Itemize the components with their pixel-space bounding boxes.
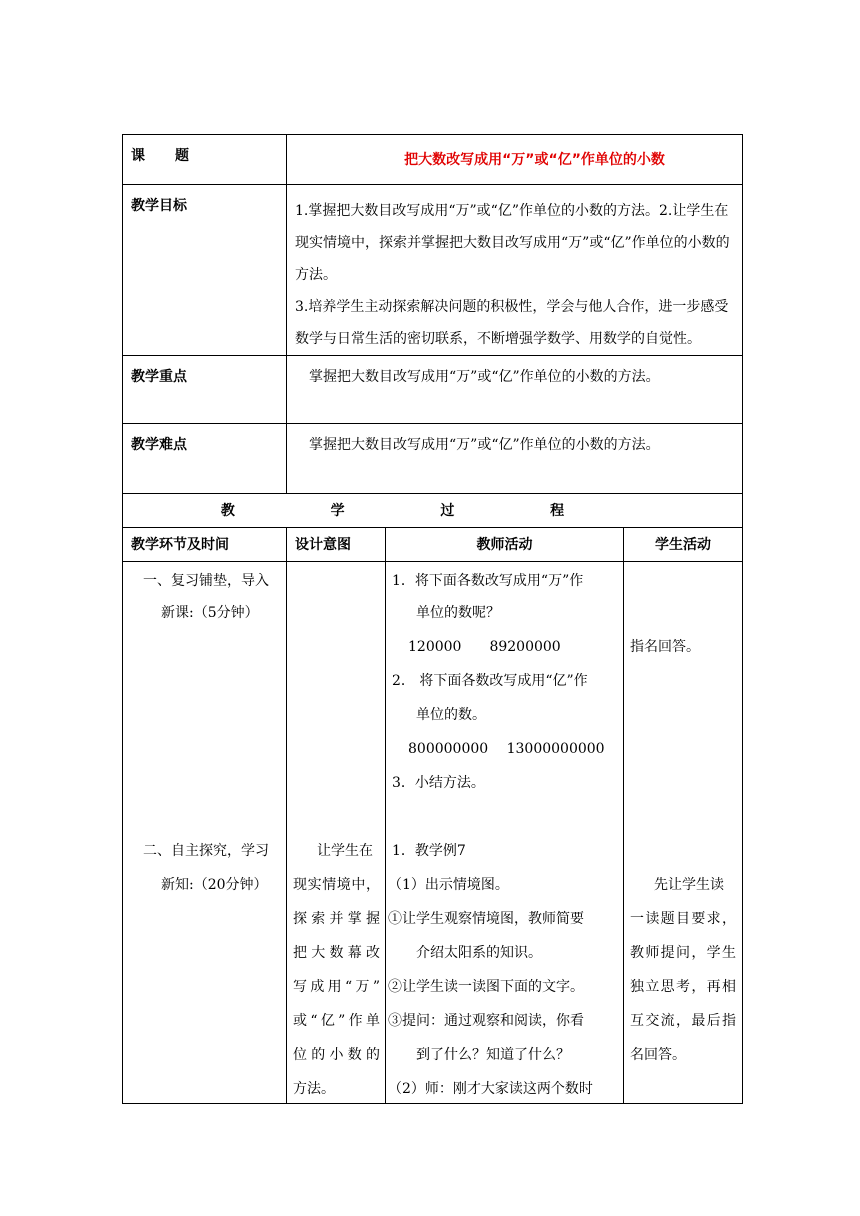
- teacher-line: 单位的数呢？: [416, 605, 500, 621]
- segment-line: 新课:（5分钟）: [161, 605, 259, 621]
- row-key-point: [123, 356, 743, 424]
- process-heading-char: 程: [550, 502, 565, 519]
- column-header-teacher: 教师活动: [386, 528, 624, 562]
- teacher-line: 介绍太阳系的知识。: [416, 945, 542, 961]
- design-line: 探索并掌握: [293, 911, 380, 927]
- objective-2: 3.培养学生主动探索解决问题的积极性，学会与他人合作，进一步感受数学与日常生活的密切联系，不断增强学数学、用数学的自觉性。: [295, 299, 729, 347]
- student-line: 独立思考，再相: [630, 979, 736, 995]
- row-difficulty: [123, 424, 743, 494]
- segment-line: 一、复习铺垫，导入: [143, 573, 269, 589]
- design-line: 现实情境中，: [293, 877, 380, 893]
- design-line: 位的小数的: [293, 1047, 380, 1063]
- teacher-line: ③提问：通过观察和阅读，你看: [388, 1013, 584, 1029]
- label-key-point: 教学重点: [123, 356, 287, 424]
- teacher-line: 120000 89200000: [408, 639, 561, 655]
- design-cell: [287, 562, 386, 1104]
- segment-cell: [123, 562, 287, 1104]
- teacher-line: （1）出示情境图。: [388, 877, 509, 893]
- teacher-line: 3．小结方法。: [392, 775, 485, 791]
- row-column-headers: [123, 528, 743, 562]
- teacher-line: 800000000 13000000000: [408, 741, 605, 757]
- difficulty-text: 掌握把大数目改写成用“万”或“亿”作单位的小数的方法。: [287, 424, 743, 494]
- teacher-line: ①让学生观察情境图，教师简要: [388, 911, 584, 927]
- objective-1: 1.掌握把大数目改写成用“万”或“亿”作单位的小数的方法。2.让学生在现实情境中，探索并掌握把大数目改写成用“万”或“亿”作单位的小数的方法。: [295, 203, 730, 283]
- student-line: 教师提问，学生: [630, 945, 736, 961]
- row-process-heading: [123, 494, 743, 528]
- lesson-title: 把大数改写成用“万”或“亿”作单位的小数: [287, 135, 743, 185]
- teacher-line: 单位的数。: [416, 707, 486, 723]
- row-process-body: [123, 562, 743, 1104]
- teacher-line: 到了什么？知道了什么？: [416, 1047, 570, 1063]
- design-line: 把大数幕改: [293, 945, 380, 961]
- row-topic: [123, 135, 743, 185]
- objectives-text: [287, 185, 743, 356]
- row-objectives: [123, 185, 743, 356]
- student-line: 互交流，最后指: [630, 1013, 736, 1029]
- process-heading-char: 学: [330, 502, 345, 519]
- teacher-line: ②让学生读一读图下面的文字。: [388, 979, 584, 995]
- label-objectives: 教学目标: [123, 185, 287, 356]
- student-line: 一读题目要求，: [630, 911, 736, 927]
- teacher-line: （2）师：刚才大家读这两个数时: [388, 1081, 593, 1097]
- label-topic: 课题: [123, 135, 287, 185]
- teacher-line: 1．教学例7: [392, 843, 466, 859]
- teacher-line: 2． 将下面各数改写成用“亿”作: [392, 673, 588, 689]
- label-difficulty: 教学难点: [123, 424, 287, 494]
- segment-line: 二、自主探究，学习: [143, 843, 269, 859]
- student-line: 名回答。: [630, 1047, 686, 1063]
- column-header-segment: 教学环节及时间: [123, 528, 287, 562]
- design-line: 写成用“万”: [293, 979, 380, 995]
- teacher-cell: [386, 562, 624, 1104]
- process-heading: [123, 494, 743, 528]
- process-heading-char: 教: [220, 502, 235, 519]
- design-line: 方法。: [293, 1081, 335, 1097]
- student-line: 先让学生读: [654, 877, 724, 893]
- student-line: 指名回答。: [630, 639, 700, 655]
- student-cell: [624, 562, 743, 1104]
- key-point-text: 掌握把大数目改写成用“万”或“亿”作单位的小数的方法。: [287, 356, 743, 424]
- process-heading-char: 过: [440, 502, 455, 519]
- column-header-design: 设计意图: [287, 528, 386, 562]
- design-line: 或“亿”作单: [293, 1013, 380, 1029]
- column-header-student: 学生活动: [624, 528, 743, 562]
- lesson-plan-table: [122, 134, 743, 1104]
- teacher-line: 1．将下面各数改写成用“万”作: [392, 573, 584, 589]
- segment-line: 新知:（20分钟）: [161, 877, 268, 893]
- design-line: 让学生在: [317, 843, 373, 859]
